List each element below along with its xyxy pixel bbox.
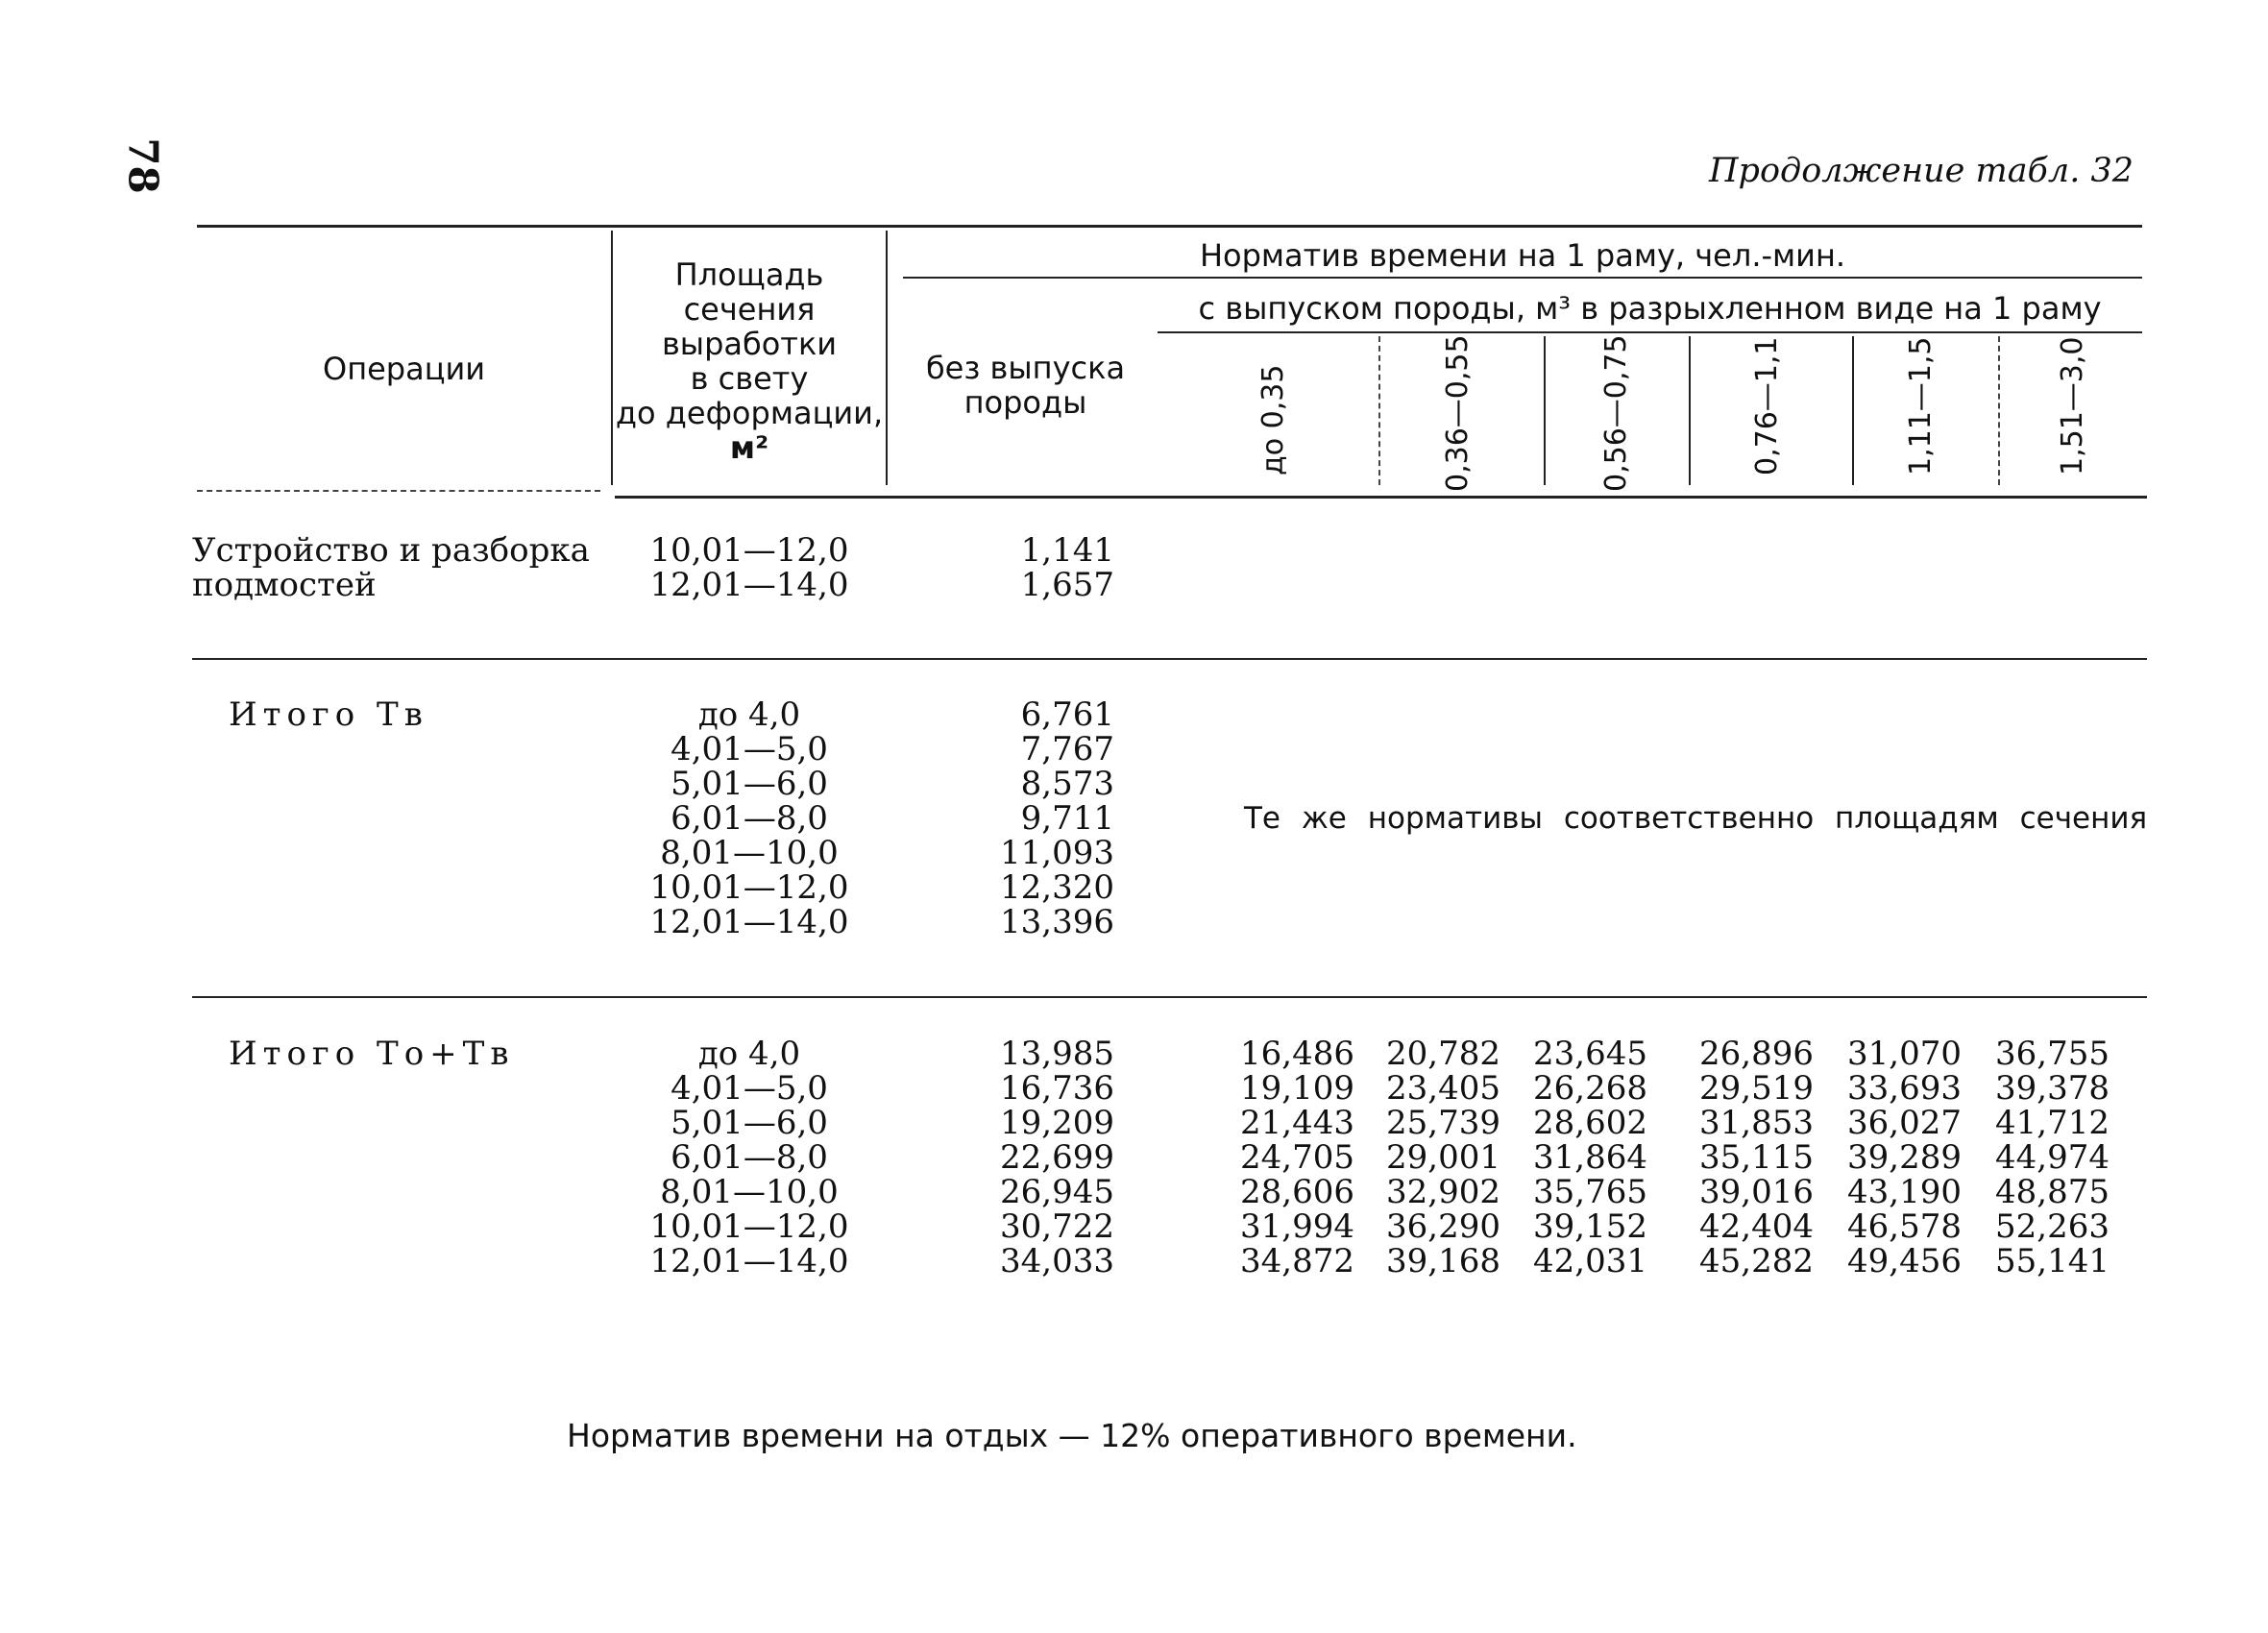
no-release-column: 13,985 16,736 19,209 22,699 26,945 30,722 34,033 bbox=[1000, 1035, 1114, 1280]
operation-label: Итого То+Тв bbox=[229, 1035, 515, 1073]
header-range-5: 1,11—1,5 bbox=[1904, 336, 1938, 475]
operation-label: Устройство и разборка подмостей bbox=[192, 531, 590, 604]
header-norm-title: Норматив времени на 1 раму, чел.-мин. bbox=[1199, 237, 1846, 274]
area-column: 10,01—12,0 12,01—14,0 bbox=[649, 531, 849, 604]
no-release-column: 1,141 1,657 bbox=[1020, 531, 1114, 604]
header-range-6: 1,51—3,0 bbox=[2056, 336, 2089, 475]
header-range-2: 0,36—0,55 bbox=[1441, 334, 1475, 492]
area-column: до 4,0 4,01—5,0 5,01—6,0 6,01—8,0 8,01—10,0 10,01—12,0 12,01—14,0 bbox=[649, 695, 849, 941]
header-range-3: 0,56—0,75 bbox=[1599, 334, 1633, 492]
release-column-4: 26,896 29,519 31,853 35,115 39,016 42,404 45,282 bbox=[1699, 1035, 1814, 1280]
header-operations: Операции bbox=[323, 351, 486, 387]
operation-label: Итого Тв bbox=[229, 695, 428, 734]
page-number: 78 bbox=[119, 137, 167, 194]
header-range-1: до 0,35 bbox=[1256, 364, 1290, 475]
release-column-2: 20,782 23,405 25,739 29,001 32,902 36,290 39,168 bbox=[1386, 1035, 1500, 1280]
header-area: Площадь сечения выработки в свету до деформации, м² bbox=[615, 256, 884, 466]
header-no-release: без выпуска породы bbox=[925, 350, 1126, 421]
footer-note: Норматив времени на отдых — 12% оперативного времени. bbox=[567, 1417, 1577, 1454]
no-release-column: 6,761 7,767 8,573 9,711 11,093 12,320 13,396 bbox=[1000, 695, 1114, 941]
header-range-4: 0,76—1,1 bbox=[1750, 336, 1784, 475]
release-column-3: 23,645 26,268 28,602 31,864 35,765 39,152 42,031 bbox=[1533, 1035, 1647, 1280]
release-column-5: 31,070 33,693 36,027 39,289 43,190 46,578 49,456 bbox=[1847, 1035, 1962, 1280]
table-caption: Продолжение табл. 32 bbox=[1709, 152, 2134, 190]
release-column-6: 36,755 39,378 41,712 44,974 48,875 52,263 55,141 bbox=[1995, 1035, 2109, 1280]
same-norms-note: Те же нормативы соответственно площадям сечения bbox=[1244, 801, 2148, 836]
area-column: до 4,0 4,01—5,0 5,01—6,0 6,01—8,0 8,01—10,0 10,01—12,0 12,01—14,0 bbox=[649, 1035, 849, 1280]
release-column-1: 16,486 19,109 21,443 24,705 28,606 31,994 34,872 bbox=[1240, 1035, 1354, 1280]
header-release-title: с выпуском породы, м³ в разрыхленном виде на 1 раму bbox=[1198, 290, 2102, 327]
